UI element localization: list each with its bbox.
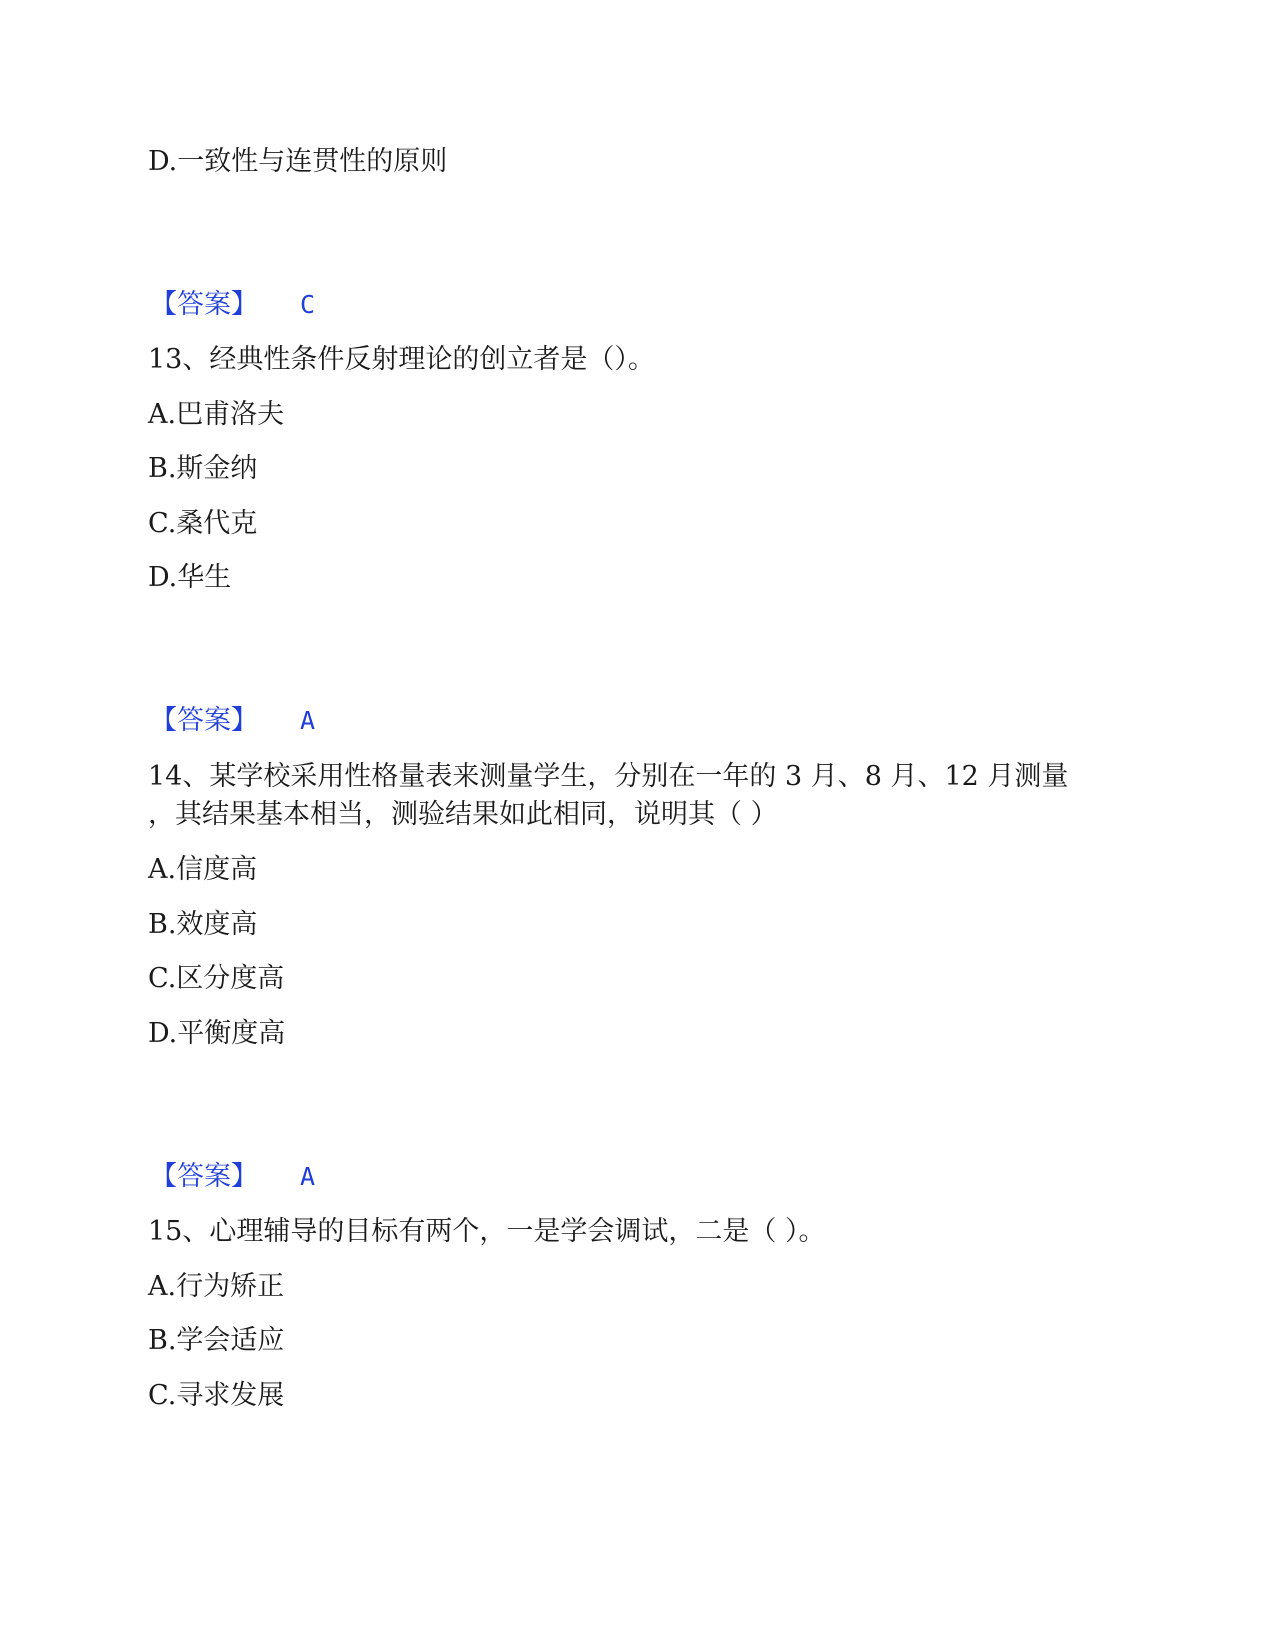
q14-question-line1: 14、某学校采用性格量表来测量学生，分别在一年的 3 月、8 月、12 月测量 [148,761,1069,792]
answer-value: C [300,290,316,319]
q13-option-c: C.桑代克 [148,508,258,539]
q13-answer [150,704,315,738]
answer-value: A [300,706,316,735]
q14-option-b: B.效度高 [148,909,258,940]
q15-option-b: B.学会适应 [148,1325,285,1356]
q14-option-c: C.区分度高 [148,963,285,994]
answer-label: 【答案】 [150,1161,258,1192]
q15-option-a: A.行为矫正 [148,1271,285,1302]
q14-question-line2: ，其结果基本相当，测验结果如此相同，说明其（ ） [148,799,778,830]
q13-question: 13、经典性条件反射理论的创立者是（）。 [148,344,655,375]
q15-option-c: C.寻求发展 [148,1380,285,1411]
q12-option-d: D.一致性与连贯性的原则 [148,146,448,177]
answer-label: 【答案】 [150,705,258,736]
q13-option-b: B.斯金纳 [148,453,258,484]
answer-value: A [300,1162,316,1191]
q14-answer [150,1160,315,1194]
q15-question: 15、心理辅导的目标有两个，一是学会调试，二是（ ）。 [148,1216,826,1247]
q13-option-a: A.巴甫洛夫 [148,399,285,430]
q13-option-d: D.华生 [148,562,232,593]
q14-option-d: D.平衡度高 [148,1018,286,1049]
q14-option-a: A.信度高 [148,854,258,885]
answer-label: 【答案】 [150,289,258,320]
q12-answer [150,288,315,322]
